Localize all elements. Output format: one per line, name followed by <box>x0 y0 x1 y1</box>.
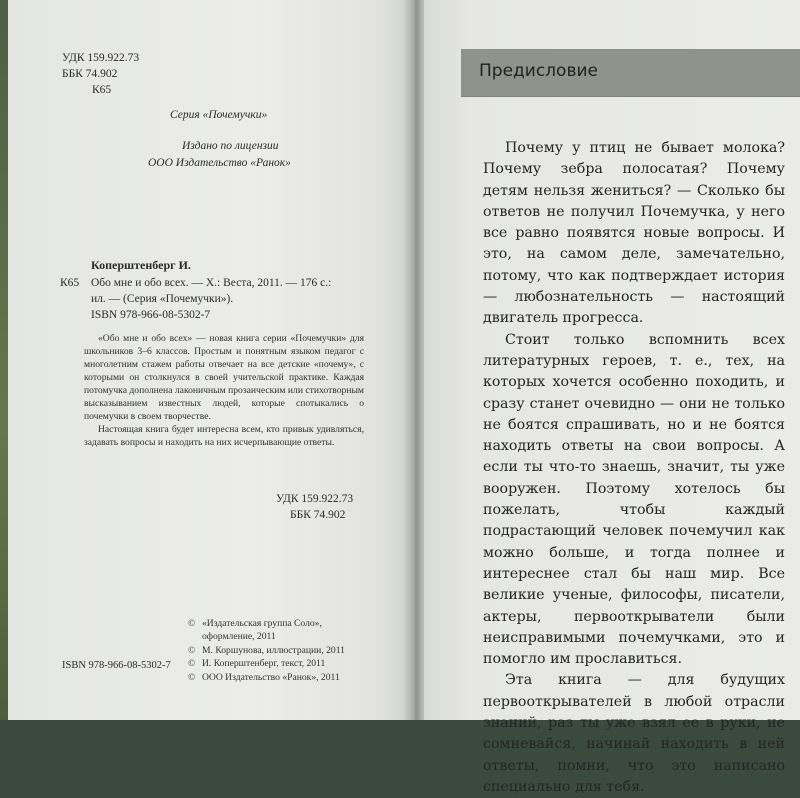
chapter-header-bar <box>461 49 800 97</box>
copyright-symbol: © <box>188 658 196 670</box>
preface-paragraph: Стоит только вспомнить всех литературных героев, т. е., тех, на которых хочется особенно походить, и сразу станет очевидно — они не только не боятся спрашивать, но и не боятся находить ответы на свои вопросы. А если ты что-то знаешь, значит, ты уже вооружен. Поэтому хотелось бы пожелать, чтобы каждый подрастающий человек почемучил как можно больше, и тогда полнее и интереснее стал бы наш мир. Все великие ученые, философы, писатели, актеры, первооткрыватели были неисправимыми почемучками, это и помогло им прославиться. <box>483 331 785 668</box>
license-line-2: ООО Издательство «Ранок» <box>148 157 291 169</box>
series-line: Серия «Почемучки» <box>170 109 268 121</box>
udk-code-bottom: УДК 159.922.73 <box>276 493 354 505</box>
preface-paragraph: Эта книга — для будущих первооткрывателей в любой отрасли знаний, раз ты уже взял ее в руки, не сомневайся, начинай находить в ней ответы, помни, что это написано специально для тебя. <box>483 672 785 795</box>
annotation-paragraph: Настоящая книга будет интересна всем, кто привык удивляться, задавать вопросы и находить на них исчерпывающие ответы. <box>84 424 364 448</box>
copyright-block <box>188 617 345 684</box>
bibliographic-line-2: ил. — (Серия «Почемучки»). <box>91 293 234 305</box>
copyright-line: оформление, 2011 <box>202 631 276 643</box>
preface-body <box>483 138 785 798</box>
bbk-code: ББК 74.902 <box>62 68 118 80</box>
copyright-symbol: © <box>188 618 196 629</box>
isbn-bottom: ISBN 978-966-08-5302-7 <box>62 660 171 671</box>
license-line-1: Издано по лицензии <box>182 140 279 152</box>
book-gutter <box>404 0 426 720</box>
annotation <box>84 332 364 449</box>
copyright-symbol: © <box>188 644 196 656</box>
copyright-line: © М. Коршунова, иллюстрации, 2011 <box>188 644 345 656</box>
copyright-line: © ООО Издательство «Ранок», 2011 <box>188 671 340 683</box>
isbn-line: ISBN 978-966-08-5302-7 <box>91 309 211 321</box>
author-sign-top: К65 <box>92 84 112 96</box>
bibliographic-line-1: Обо мне и обо всех. — Х.: Веста, 2011. — 176 с.: <box>91 277 332 289</box>
author-name: Коперштенберг И. <box>91 258 191 272</box>
copyright-line: © «Издательская группа Соло», <box>188 618 322 629</box>
cover-edge <box>0 0 8 720</box>
bbk-code-bottom: ББК 74.902 <box>290 509 346 521</box>
copyright-line: © И. Коперштенберг, текст, 2011 <box>188 658 326 670</box>
preface-paragraph: Почему у птиц не бывает молока? Почему зебра полосатая? Почему детям нельзя жениться? — Сколько бы ответов не получил Почемучка, у него все равно появятся новые вопросы. И это, на самом деле, замечательно, потому, что как подтверждает история — любознательность — настоящий двигатель прогресса. <box>483 140 785 327</box>
left-page-imprint <box>0 0 412 720</box>
author-sign-side: К65 <box>60 277 80 289</box>
copyright-symbol: © <box>188 671 196 683</box>
annotation-paragraph: «Обо мне и обо всех» — новая книга серии «Почемучки» для школьников 3–6 классов. Простым и понятным языком педагог с многолетним стажем работы отвечает на все детские «почему», с которыми он столкнулся в своей учительской практике. Каждая потомучка дополнена лаконичным прозаическим или стихотворным высказыванием известных людей, которые спотыкались о почемучки в своем творчестве. <box>84 333 364 422</box>
right-page-preface <box>424 0 800 795</box>
udk-code: УДК 159.922.73 <box>62 52 140 64</box>
chapter-title: Предисловие <box>479 61 598 81</box>
